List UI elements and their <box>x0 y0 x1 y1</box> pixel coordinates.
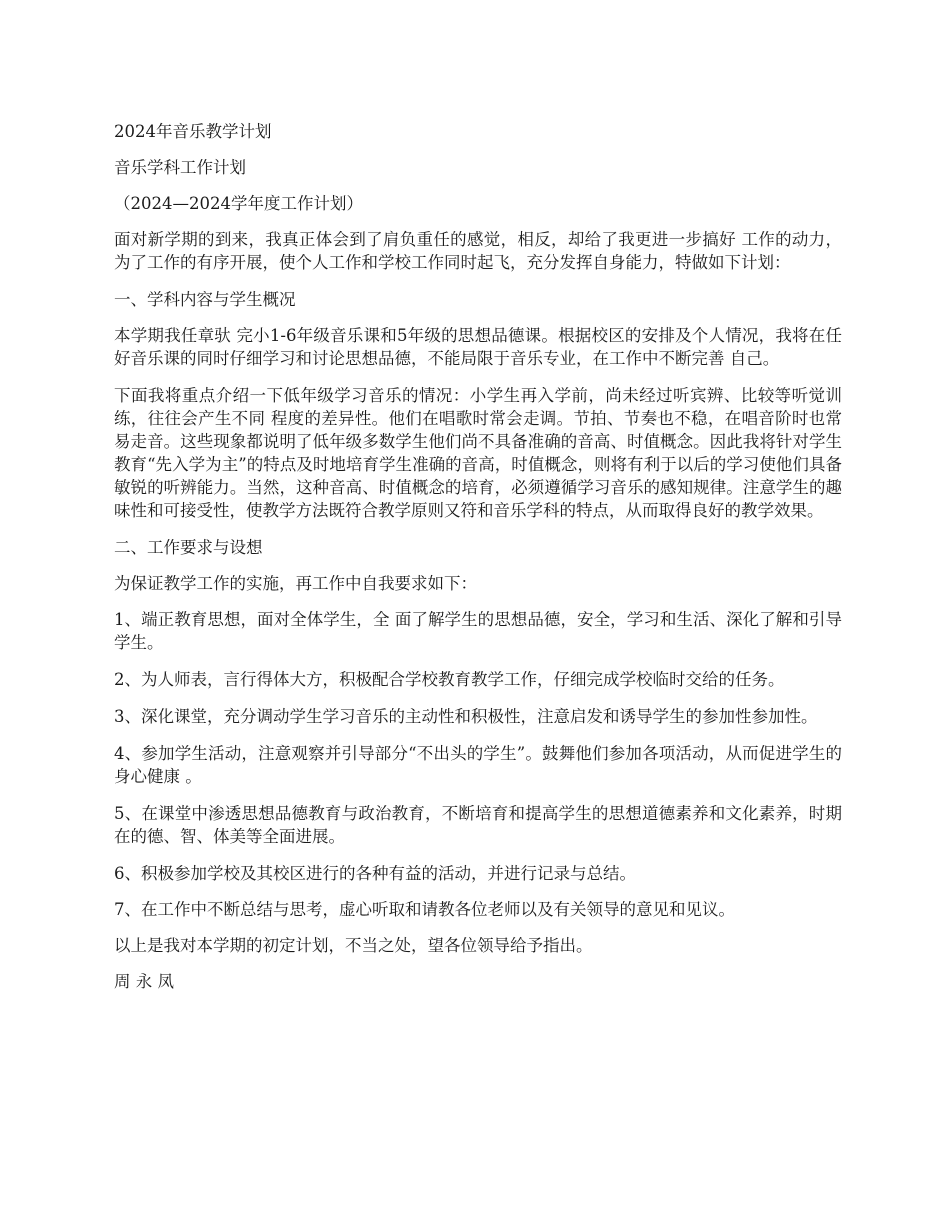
closing-paragraph: 以上是我对本学期的初定计划，不当之处，望各位领导给予指出。 <box>114 936 593 955</box>
section-1-heading: 一、学科内容与学生概况 <box>114 290 296 309</box>
list-item: 6、积极参加学校及其校区进行的各种有益的活动，并进行记录与总结。 <box>114 864 636 883</box>
section-1-paragraph-2: 下面我将重点介绍一下低年级学习音乐的情况：小学生再入学前，尚未经过听宾辨、比较等听觉训练，往往会产生不同 程度的差异性。他们在唱歌时常会走调。节拍、节奏也不稳，在唱音阶时也常易走音。这些现象都说明了低年级多数学生他们尚不具备准确的音高、时值概念。因此我将针对学生教育“先入学为主”的特点及时地培育学生准确的音高，时值概念，则将有利于以后的学习使他们具备敏锐的听辨能力。当然，这种音高、时值概念的培育，必须遵循学习音乐的感知规律。注意学生的趣味性和可接受性，使教学方法既符合教学原则又符和音乐学科的特点，从而取得良好的教学效果。 <box>114 386 842 520</box>
list-item: 5、在课堂中渗透思想品德教育与政治教育，不断培育和提高学生的思想道德素养和文化素养，时期在的德、智、体美等全面进展。 <box>114 804 842 846</box>
document-period: （2024—2024学年度工作计划） <box>114 194 363 213</box>
section-1-paragraph-1: 本学期我任章驮 完小1-6年级音乐课和5年级的思想品德课。根据校区的安排及个人情况，我将在任好音乐课的同时仔细学习和讨论思想品德，不能局限于音乐专业，在工作中不断完善 自己。 <box>114 326 842 368</box>
document-subtitle: 音乐学科工作计划 <box>114 158 246 177</box>
list-item: 4、参加学生活动，注意观察并引导部分“不出头的学生”。鼓舞他们参加各项活动，从而促进学生的身心健康 。 <box>114 744 842 786</box>
list-item: 7、在工作中不断总结与思考，虚心听取和请教各位老师以及有关领导的意见和见议。 <box>114 900 735 919</box>
document-title: 2024年音乐教学计划 <box>114 122 272 141</box>
list-item: 1、端正教育思想，面对全体学生，全 面了解学生的思想品德，安全，学习和生活、深化了解和引导学生。 <box>114 610 842 652</box>
section-2-heading: 二、工作要求与设想 <box>114 538 263 557</box>
list-item: 3、深化课堂，充分调动学生学习音乐的主动性和积极性，注意启发和诱导学生的参加性参加性。 <box>114 707 818 726</box>
document-page <box>114 120 842 1006</box>
intro-paragraph: 面对新学期的到来，我真正体会到了肩负重任的感觉，相反，却给了我更进一步搞好 工作的动力，为了工作的有序开展，使个人工作和学校工作同时起飞，充分发挥自身能力，特做如下计划： <box>114 230 842 272</box>
section-2-intro: 为保证教学工作的实施，再工作中自我要求如下： <box>114 574 477 593</box>
list-item: 2、为人师表，言行得体大方，积极配合学校教育教学工作，仔细完成学校临时交给的任务。 <box>114 670 785 689</box>
signature: 周 永 凤 <box>114 972 174 991</box>
